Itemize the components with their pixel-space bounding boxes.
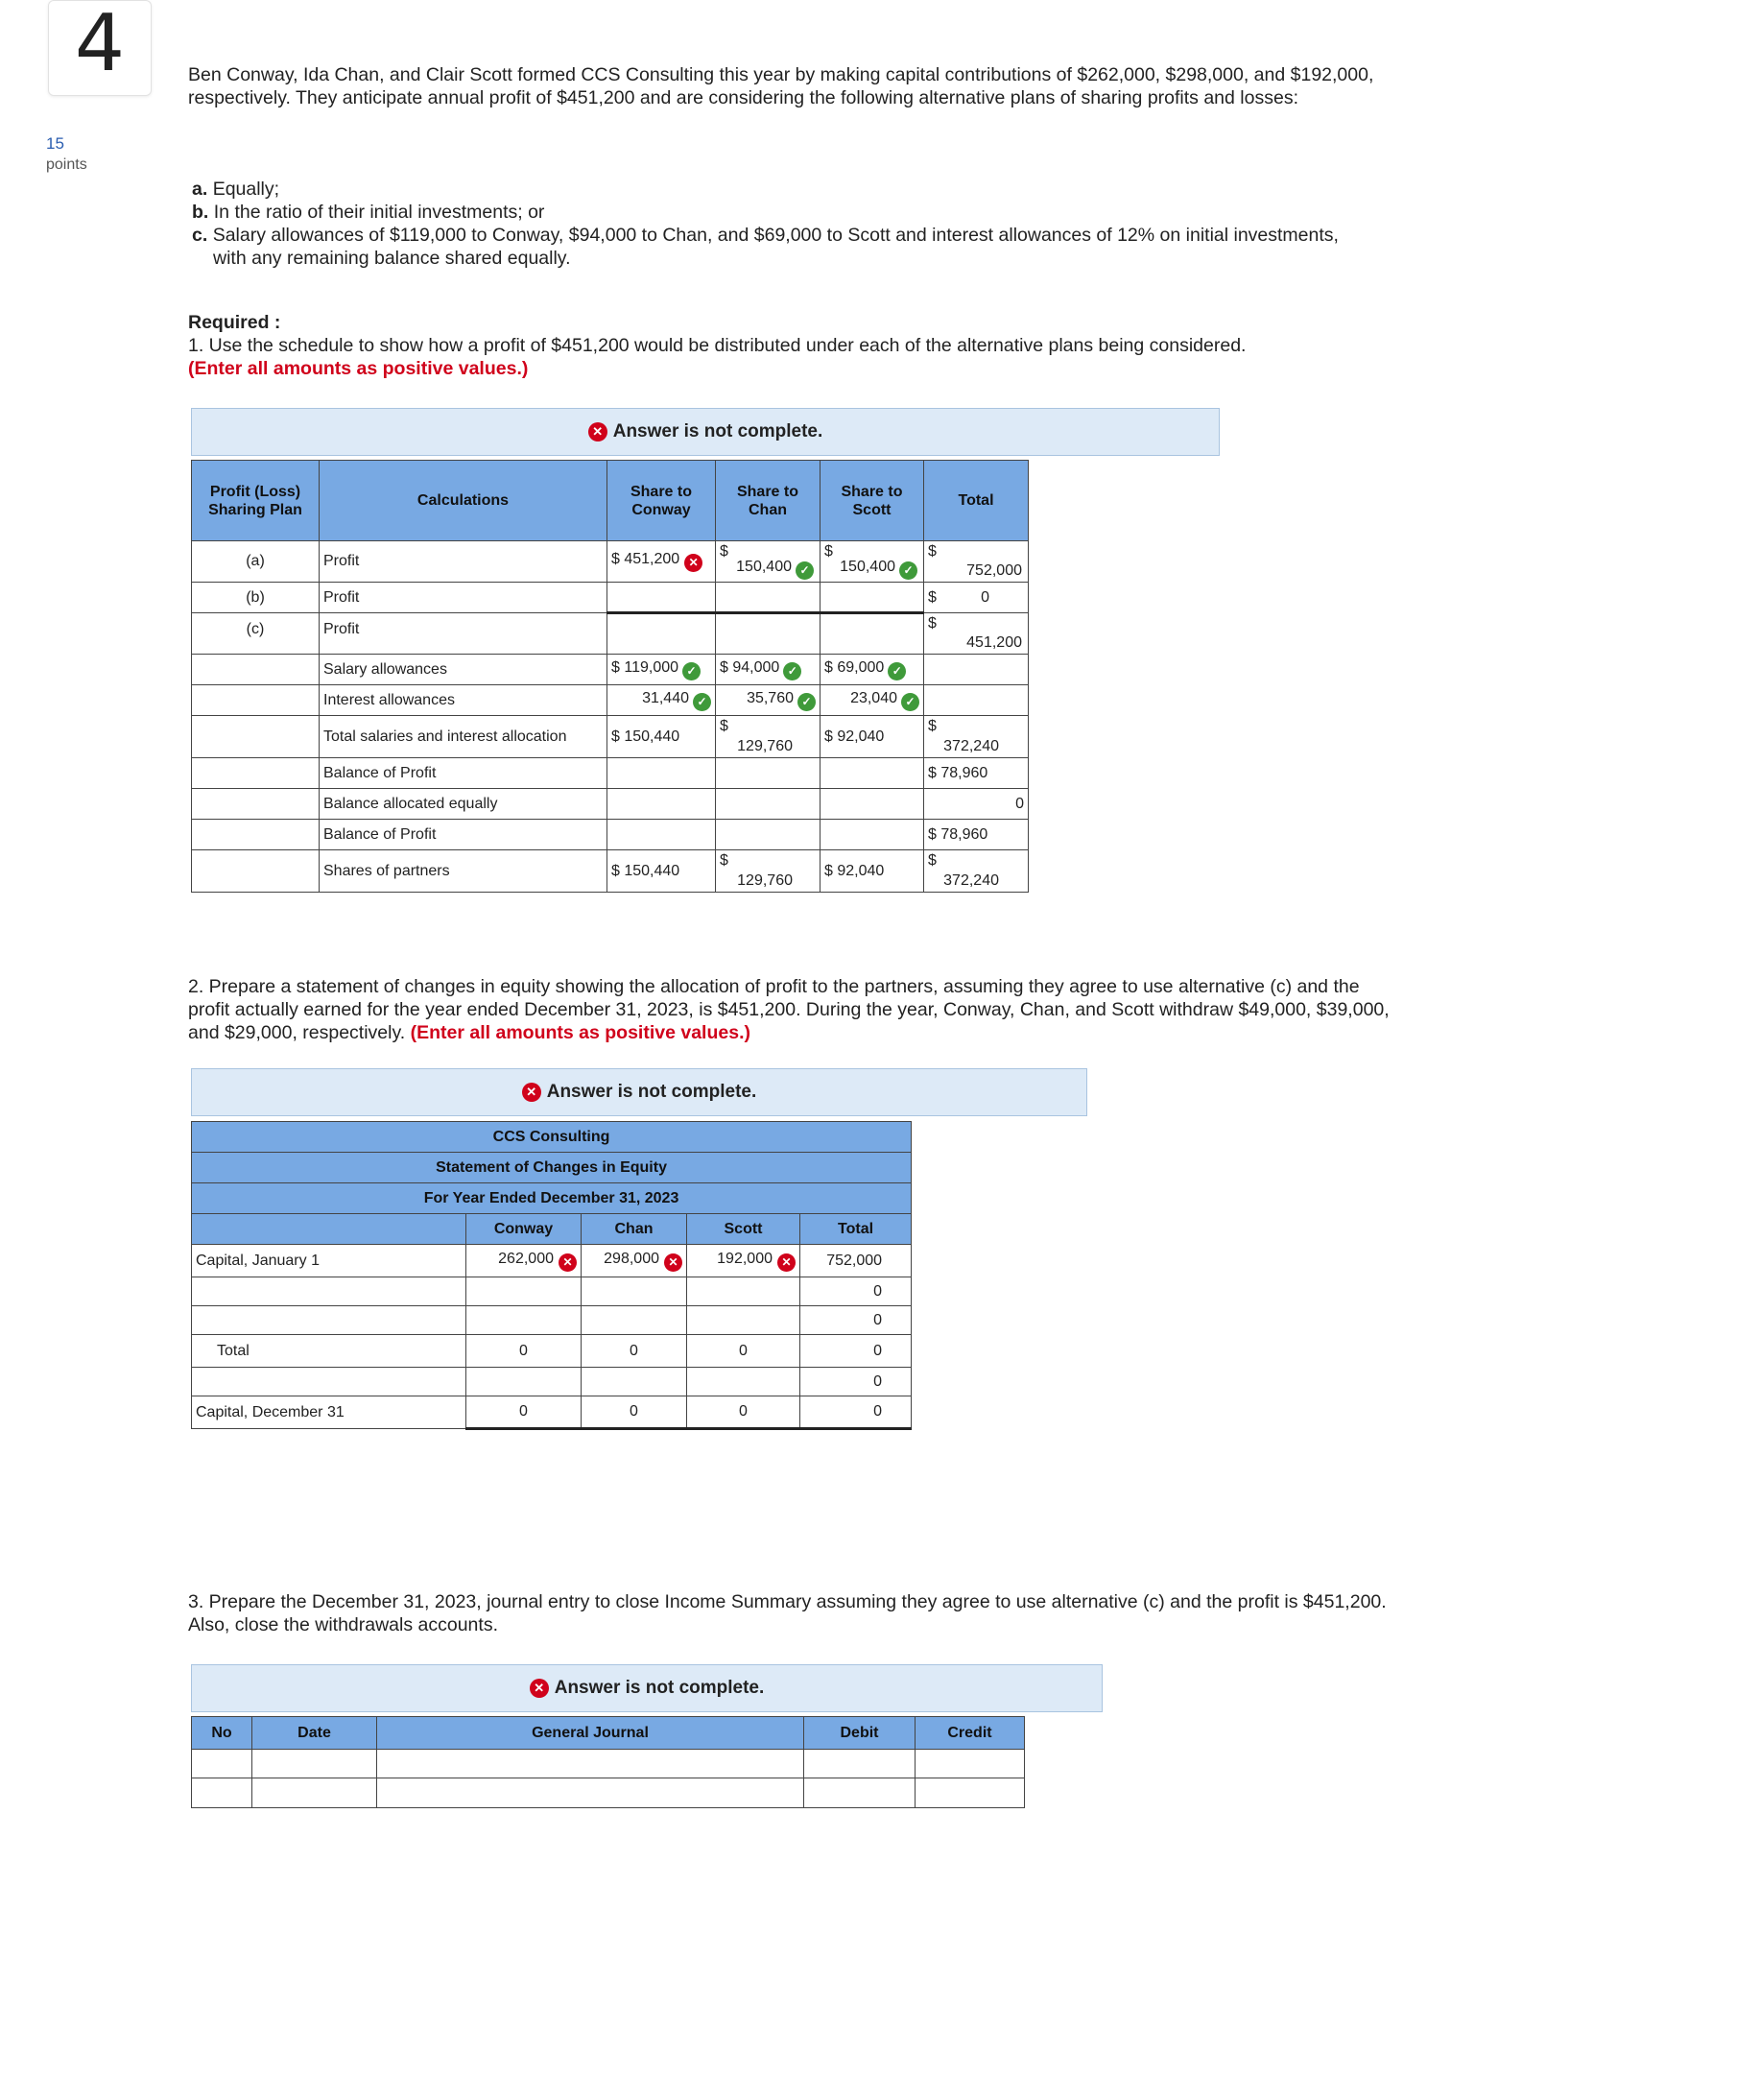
total-cell[interactable]: $ 78,960 (924, 758, 1029, 789)
col-conway: Conway (466, 1214, 582, 1245)
incorrect-icon: ✕ (559, 1253, 577, 1272)
part1-note: (Enter all amounts as positive values.) (188, 358, 529, 379)
row-label: Total (192, 1335, 466, 1368)
table-row (192, 758, 1029, 789)
col-share-chan: Share to Chan (716, 461, 821, 541)
statement-period: For Year Ended December 31, 2023 (192, 1183, 912, 1214)
calc-label: Balance allocated equally (320, 789, 607, 820)
points-label: points (46, 156, 87, 173)
chan-cell[interactable] (582, 1306, 687, 1335)
total-cell[interactable]: 0 (800, 1368, 912, 1396)
row-label[interactable] (192, 1277, 466, 1306)
col-scott: Scott (687, 1214, 800, 1245)
scott-cell[interactable] (821, 758, 924, 789)
total-cell[interactable] (924, 655, 1029, 685)
conway-cell[interactable]: 262,000 ✕ (466, 1245, 582, 1277)
scott-cell[interactable] (821, 613, 924, 655)
plan-label: (b) (192, 583, 320, 613)
conway-cell[interactable] (607, 758, 716, 789)
intro-text: Ben Conway, Ida Chan, and Clair Scott formed CCS Consulting this year by making capital contributions of $262,000, $298,000, and $192,000, respectively. They anticipate annual profit of $451,200 and are considering the following alternative plans of sharing profits and losses: (188, 64, 1374, 108)
conway-cell[interactable]: 0 (466, 1335, 582, 1368)
plan-label: (c) (192, 613, 320, 655)
calc-label: Profit (320, 583, 607, 613)
correct-icon: ✓ (901, 693, 919, 711)
journal-row (192, 1750, 1025, 1778)
conway-cell[interactable]: $ 451,200 ✕ (607, 541, 716, 583)
conway-cell[interactable]: $ 150,440 (607, 716, 716, 758)
scott-cell[interactable]: $ 150,400 ✓ (821, 541, 924, 583)
table-row (192, 1277, 912, 1306)
scott-cell[interactable]: 0 (687, 1335, 800, 1368)
part1-text: 1. Use the schedule to show how a profit of $451,200 would be distributed under each of the alternative plans being considered. (188, 335, 1247, 356)
error-icon: ✕ (588, 422, 607, 441)
total-cell[interactable]: 0 (924, 789, 1029, 820)
scott-cell[interactable]: $ 92,040 (821, 716, 924, 758)
table-row (192, 583, 1029, 613)
calc-label: Profit (320, 541, 607, 583)
total-cell[interactable]: $ 78,960 (924, 820, 1029, 850)
table-row (192, 789, 1029, 820)
total-cell[interactable]: 0 (800, 1306, 912, 1335)
scott-cell[interactable] (821, 583, 924, 613)
total-cell[interactable]: 0 (800, 1277, 912, 1306)
conway-cell[interactable] (607, 613, 716, 655)
scott-cell[interactable]: $ 69,000 ✓ (821, 655, 924, 685)
col-debit: Debit (804, 1717, 916, 1750)
statement-title: Statement of Changes in Equity (192, 1153, 912, 1183)
row-label[interactable]: Capital, January 1 (192, 1245, 466, 1277)
conway-cell[interactable]: 31,440 ✓ (607, 685, 716, 716)
col-general-journal: General Journal (377, 1717, 804, 1750)
table-row (192, 655, 1029, 685)
row-label: Capital, December 31 (192, 1396, 466, 1429)
conway-cell[interactable]: $ 150,440 (607, 850, 716, 893)
plan-cell (192, 685, 320, 716)
chan-cell[interactable] (716, 758, 821, 789)
chan-cell[interactable] (716, 583, 821, 613)
correct-icon: ✓ (797, 693, 816, 711)
total-cell[interactable]: $ 0 (924, 583, 1029, 613)
error-icon: ✕ (522, 1083, 541, 1102)
credit-cell[interactable] (916, 1778, 1025, 1808)
total-cell[interactable]: $ 372,240 (924, 850, 1029, 893)
calc-label: Total salaries and interest allocation (320, 716, 607, 758)
chan-cell[interactable] (582, 1277, 687, 1306)
col-credit: Credit (916, 1717, 1025, 1750)
total-cell[interactable]: $ 752,000 (924, 541, 1029, 583)
scott-cell[interactable]: 23,040 ✓ (821, 685, 924, 716)
part3-text: 3. Prepare the December 31, 2023, journal entry to close Income Summary assuming they agree to use alternative (c) and the profit is $451,200. Also, close the withdrawals accounts. (188, 1591, 1387, 1635)
conway-cell[interactable] (607, 583, 716, 613)
chan-cell[interactable] (716, 613, 821, 655)
chan-cell[interactable]: 298,000 ✕ (582, 1245, 687, 1277)
option-b: b. In the ratio of their initial investments; or (192, 202, 545, 223)
chan-cell[interactable]: 0 (582, 1396, 687, 1429)
col-date: Date (252, 1717, 377, 1750)
correct-icon: ✓ (888, 662, 906, 680)
calc-label: Profit (320, 613, 607, 655)
no-cell[interactable] (192, 1750, 252, 1778)
plan-cell (192, 655, 320, 685)
chan-cell[interactable]: $ 150,400 ✓ (716, 541, 821, 583)
total-cell[interactable]: 752,000 (800, 1245, 912, 1277)
statement-col-headers (192, 1214, 912, 1245)
row-label[interactable] (192, 1306, 466, 1335)
calc-label: Balance of Profit (320, 758, 607, 789)
statement-of-changes-in-equity (191, 1121, 912, 1430)
correct-icon: ✓ (796, 561, 814, 580)
chan-cell[interactable]: $ 129,760 (716, 850, 821, 893)
table-row (192, 541, 1029, 583)
debit-cell[interactable] (804, 1750, 916, 1778)
part2-note: (Enter all amounts as positive values.) (410, 1022, 750, 1043)
total-cell[interactable]: $ 451,200 (924, 613, 1029, 655)
row-label[interactable] (192, 1368, 466, 1396)
option-c: c. Salary allowances of $119,000 to Conway, $94,000 to Chan, and $69,000 to Scott and interest allowances of 12% on initial investments, with any remaining balance shared equally. (192, 225, 1339, 269)
chan-cell[interactable] (582, 1368, 687, 1396)
no-cell[interactable] (192, 1778, 252, 1808)
scott-cell[interactable] (687, 1368, 800, 1396)
incorrect-icon: ✕ (664, 1253, 682, 1272)
part2-text: 2. Prepare a statement of changes in equity showing the allocation of profit to the partners, assuming they agree to use alternative (c) and the profit actually earned for the year ended December 31, 2023, is $451,200. During the year, Conway, Chan, and Scott withdraw $49,000, $39,000, and $29,000, respectively. (188, 976, 1390, 1043)
debit-cell[interactable] (804, 1778, 916, 1808)
chan-cell[interactable]: $ 129,760 (716, 716, 821, 758)
col-share-conway: Share to Conway (607, 461, 716, 541)
chan-cell[interactable]: 0 (582, 1335, 687, 1368)
total-cell[interactable]: 0 (800, 1335, 912, 1368)
col-total: Total (800, 1214, 912, 1245)
general-journal-table (191, 1716, 1025, 1808)
scott-cell[interactable]: 192,000 ✕ (687, 1245, 800, 1277)
table-row (192, 1368, 912, 1396)
table-row (192, 1335, 912, 1368)
question-number: 4 (48, 0, 152, 96)
conway-cell[interactable]: 0 (466, 1396, 582, 1429)
incorrect-icon: ✕ (684, 554, 702, 572)
plan-cell (192, 758, 320, 789)
table-row (192, 1245, 912, 1277)
chan-cell[interactable] (716, 820, 821, 850)
correct-icon: ✓ (682, 662, 701, 680)
date-cell[interactable] (252, 1750, 377, 1778)
calc-label: Salary allowances (320, 655, 607, 685)
error-icon: ✕ (530, 1679, 549, 1698)
table-row (192, 716, 1029, 758)
conway-cell[interactable] (466, 1306, 582, 1335)
plan-cell (192, 716, 320, 758)
table-row (192, 820, 1029, 850)
table-row (192, 1396, 912, 1429)
correct-icon: ✓ (783, 662, 801, 680)
journal-row (192, 1778, 1025, 1808)
col-no: No (192, 1717, 252, 1750)
correct-icon: ✓ (899, 561, 917, 580)
option-a: a. Equally; (192, 179, 280, 200)
total-cell[interactable] (924, 685, 1029, 716)
table-row (192, 685, 1029, 716)
scott-cell[interactable]: $ 92,040 (821, 850, 924, 893)
calc-label: Shares of partners (320, 850, 607, 893)
plan-cell (192, 789, 320, 820)
answer-status-banner: ✕ Answer is not complete. (191, 1664, 1103, 1712)
plan-cell (192, 850, 320, 893)
journal-header-row (192, 1717, 1025, 1750)
schedule-header-row (192, 461, 1029, 541)
account-cell[interactable] (377, 1778, 804, 1808)
table-row (192, 850, 1029, 893)
col-share-scott: Share to Scott (821, 461, 924, 541)
conway-cell[interactable] (466, 1368, 582, 1396)
date-cell[interactable] (252, 1778, 377, 1808)
statement-company: CCS Consulting (192, 1122, 912, 1153)
scott-cell[interactable]: 0 (687, 1396, 800, 1429)
col-plan: Profit (Loss) Sharing Plan (192, 461, 320, 541)
incorrect-icon: ✕ (777, 1253, 796, 1272)
col-chan: Chan (582, 1214, 687, 1245)
scott-cell[interactable] (821, 789, 924, 820)
part2-section (188, 975, 1397, 1044)
answer-status-banner: ✕ Answer is not complete. (191, 408, 1220, 456)
table-row (192, 613, 1029, 655)
plan-label: (a) (192, 541, 320, 583)
scott-cell[interactable] (687, 1306, 800, 1335)
calc-label: Balance of Profit (320, 820, 607, 850)
required-label: Required : (188, 312, 281, 333)
col-calculations: Calculations (320, 461, 607, 541)
chan-cell[interactable]: $ 94,000 ✓ (716, 655, 821, 685)
chan-cell[interactable]: 35,760 ✓ (716, 685, 821, 716)
total-cell[interactable]: $ 372,240 (924, 716, 1029, 758)
options-list (192, 178, 1344, 270)
correct-icon: ✓ (693, 693, 711, 711)
calc-label: Interest allowances (320, 685, 607, 716)
conway-cell[interactable] (607, 820, 716, 850)
points-value: 15 (46, 134, 64, 153)
col-label (192, 1214, 466, 1245)
conway-cell[interactable]: $ 119,000 ✓ (607, 655, 716, 685)
table-row (192, 1306, 912, 1335)
col-total: Total (924, 461, 1029, 541)
answer-status-banner: ✕ Answer is not complete. (191, 1068, 1087, 1116)
scott-cell[interactable] (821, 820, 924, 850)
credit-cell[interactable] (916, 1750, 1025, 1778)
conway-cell[interactable] (466, 1277, 582, 1306)
conway-cell[interactable] (607, 789, 716, 820)
scott-cell[interactable] (687, 1277, 800, 1306)
required-section (188, 311, 1397, 380)
profit-sharing-schedule (191, 460, 1029, 893)
plan-cell (192, 820, 320, 850)
account-cell[interactable] (377, 1750, 804, 1778)
total-cell[interactable]: 0 (800, 1396, 912, 1429)
chan-cell[interactable] (716, 789, 821, 820)
